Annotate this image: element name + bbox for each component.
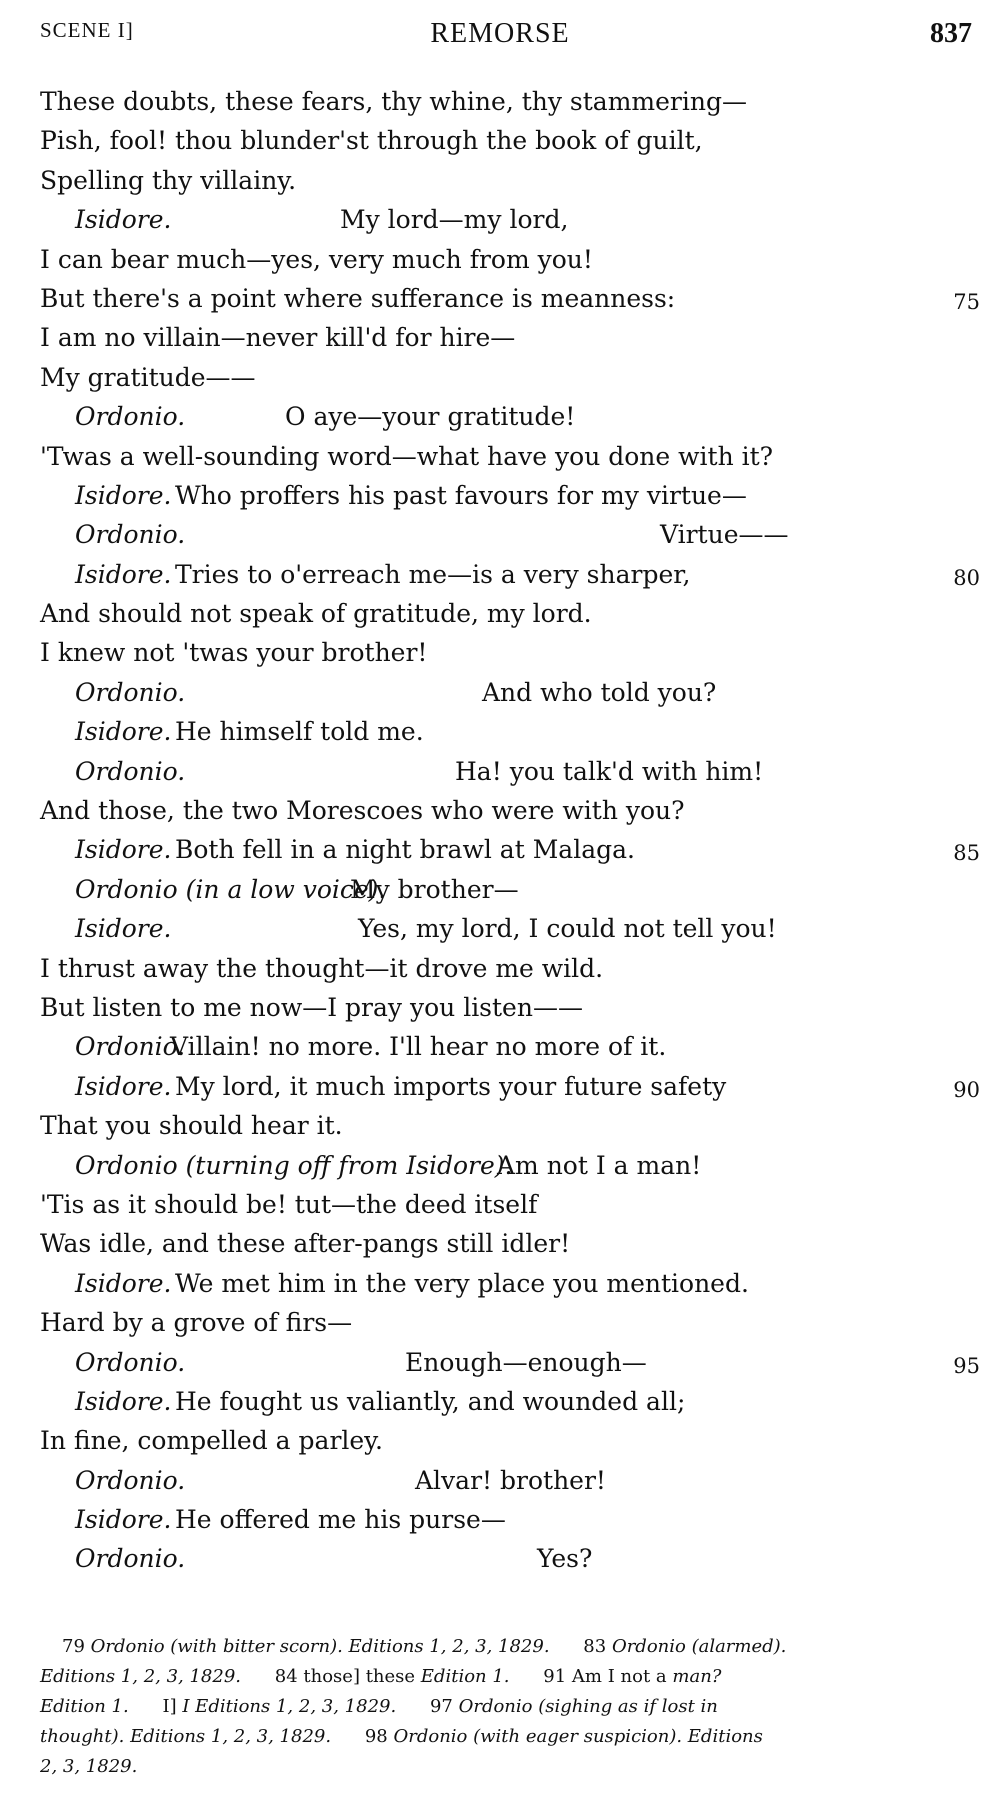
verse-line: [40, 240, 980, 279]
speaker-name: Ordonio.: [75, 677, 186, 707]
verse-line: [40, 1343, 980, 1382]
verse-body: [40, 82, 980, 1579]
stage-direction: (turning off from Isidore).: [185, 1150, 513, 1180]
line-text: Hard by a grove of firs—: [40, 1308, 353, 1338]
line-text: These doubts, these fears, thy whine, thy stammering—: [40, 87, 747, 116]
running-head-scene: SCENE I]: [40, 18, 134, 42]
speaker-name: Isidore.: [75, 1386, 172, 1416]
running-head-title: REMORSE: [430, 18, 570, 49]
speaker-name: Ordonio.: [75, 1347, 186, 1377]
footnote-text: Am I not a: [571, 1666, 667, 1687]
line-text: I am no villain—never kill'd for hire—: [40, 323, 516, 353]
line-text: Tries to o'erreach me—is a very sharper,: [175, 559, 691, 589]
line-text: Villain! no more. I'll hear no more of it.: [170, 1032, 667, 1062]
verse-line: [40, 1106, 980, 1145]
verse-line: [40, 555, 980, 594]
verse-line: [40, 1185, 980, 1224]
verse-line: [40, 1146, 980, 1185]
verse-line: [40, 1539, 980, 1578]
speaker-name: Isidore.: [75, 559, 172, 589]
line-text: My brother—: [350, 874, 519, 904]
line-text: Alvar! brother!: [415, 1465, 606, 1495]
line-text: Pish, fool! thou blunder'st through the book of guilt,: [40, 126, 703, 156]
footnote-number: 84: [274, 1666, 298, 1687]
speaker-name: Ordonio.: [75, 1544, 186, 1574]
verse-line: [40, 594, 980, 633]
footnote-number: 98: [364, 1726, 388, 1747]
speaker-name: Ordonio.: [75, 520, 186, 550]
verse-line: [40, 437, 980, 476]
speaker-name: Isidore.: [75, 480, 172, 510]
line-text: And who told you?: [482, 677, 717, 707]
line-text: In fine, compelled a parley.: [40, 1426, 383, 1456]
verse-line: [40, 988, 980, 1027]
speaker-name: Isidore.: [75, 205, 172, 235]
line-text: Both fell in a night brawl at Malaga.: [175, 835, 635, 865]
line-text: He fought us valiantly, and wounded all;: [175, 1386, 686, 1416]
speaker-name: Isidore.: [75, 835, 172, 865]
footnote-text: Editions 1, 2, 3, 1829.: [40, 1666, 242, 1687]
footnote-text: I]: [162, 1696, 177, 1717]
footnote-number: 79: [62, 1636, 85, 1657]
verse-line: [40, 318, 980, 357]
verse-line: [40, 712, 980, 751]
verse-line: [40, 791, 980, 830]
verse-line: [40, 633, 980, 672]
verse-line: [40, 1461, 980, 1500]
verse-line: [40, 870, 980, 909]
line-text: O aye—your gratitude!: [285, 402, 576, 432]
line-text: Was idle, and these after-pangs still idler!: [40, 1229, 571, 1259]
verse-line: [40, 200, 980, 239]
speaker-name: Ordonio: [75, 1150, 178, 1180]
speaker-name: Ordonio.: [75, 1465, 186, 1495]
line-text: Enough—enough—: [405, 1347, 647, 1377]
verse-line: [40, 1264, 980, 1303]
verse-line: [40, 358, 980, 397]
line-text: We met him in the very place you mentioned.: [175, 1268, 749, 1298]
line-text: I knew not 'twas your brother!: [40, 638, 428, 668]
verse-line: [40, 1421, 980, 1460]
line-number: 75: [953, 289, 980, 314]
footnote-text: Ordonio (with eager suspicion). Editions: [393, 1726, 763, 1747]
line-text: 'Twas a well-sounding word—what have you done with it?: [40, 441, 774, 471]
verse-line: [40, 121, 980, 160]
verse-line: [40, 279, 980, 318]
line-text: Virtue——: [660, 520, 789, 550]
stage-direction: (in a low voice).: [185, 874, 387, 904]
footnote-text: man?: [672, 1666, 722, 1687]
speaker-name: Ordonio: [75, 874, 178, 904]
line-text: Am not I a man!: [497, 1150, 702, 1180]
line-number: 95: [953, 1353, 980, 1378]
speaker-name: Isidore.: [75, 1268, 172, 1298]
line-text: But listen to me now—I pray you listen——: [40, 992, 583, 1022]
line-text: Yes?: [537, 1544, 593, 1574]
verse-line: [40, 161, 980, 200]
line-text: 'Tis as it should be! tut—the deed itself: [40, 1189, 538, 1219]
verse-line: [40, 397, 980, 436]
speaker-name: Ordonio.: [75, 756, 186, 786]
verse-line: [40, 1224, 980, 1263]
line-text: But there's a point where sufferance is meanness:: [40, 283, 676, 313]
footnote-number: 97: [429, 1696, 453, 1717]
line-text: My gratitude——: [40, 362, 256, 392]
footnote-text: 2, 3, 1829.: [40, 1756, 138, 1777]
verse-line: [40, 476, 980, 515]
verse-line: [40, 949, 980, 988]
speaker-name: Ordonio.: [75, 402, 186, 432]
footnotes: [40, 1632, 970, 1782]
line-text: He offered me his purse—: [175, 1505, 506, 1535]
line-text: That you should hear it.: [40, 1111, 343, 1141]
line-number: 90: [953, 1077, 980, 1102]
speaker-name: Isidore.: [75, 717, 172, 747]
footnote-text: I Editions 1, 2, 3, 1829.: [182, 1696, 397, 1717]
footnote-text: Ordonio (with bitter scorn). Editions 1, 2, 3, 1829.: [90, 1636, 550, 1657]
footnote-text: Edition 1.: [40, 1696, 129, 1717]
line-text: I thrust away the thought—it drove me wild.: [40, 953, 604, 983]
speaker-name: Isidore.: [75, 1505, 172, 1535]
line-text: Spelling thy villainy.: [40, 165, 297, 195]
speaker-name: Ordonio.: [75, 1032, 186, 1062]
verse-line: [40, 1303, 980, 1342]
line-number: 85: [953, 841, 980, 866]
speaker-name: Isidore.: [75, 914, 172, 944]
line-text: My lord—my lord,: [340, 205, 569, 235]
line-text: My lord, it much imports your future safety: [175, 1071, 727, 1101]
line-text: I can bear much—yes, very much from you!: [40, 244, 593, 274]
line-text: He himself told me.: [175, 717, 424, 747]
verse-line: [40, 1027, 980, 1066]
line-text: Who proffers his past favours for my virtue—: [175, 480, 747, 510]
line-text: And those, the two Morescoes who were with you?: [40, 796, 685, 826]
verse-line: [40, 1067, 980, 1106]
footnote-text: those] these: [303, 1666, 416, 1687]
footnote-number: 91: [543, 1666, 567, 1687]
footnote-text: Ordonio (alarmed).: [611, 1636, 787, 1657]
verse-line: [40, 515, 980, 554]
verse-line: [40, 1382, 980, 1421]
verse-line: [40, 909, 980, 948]
verse-line: [40, 752, 980, 791]
verse-line: [40, 82, 980, 121]
footnote-text: Ordonio (sighing as if lost in: [458, 1696, 718, 1717]
line-number: 80: [953, 565, 980, 590]
footnote-text: Edition 1.: [420, 1666, 510, 1687]
footnote-number: 83: [583, 1636, 607, 1657]
line-text: Yes, my lord, I could not tell you!: [358, 914, 777, 944]
speaker-name: Isidore.: [75, 1071, 172, 1101]
verse-line: [40, 1500, 980, 1539]
verse-line: [40, 830, 980, 869]
page-number: 837: [930, 18, 972, 49]
footnote-text: thought). Editions 1, 2, 3, 1829.: [40, 1726, 332, 1747]
line-text: And should not speak of gratitude, my lord.: [40, 599, 592, 629]
line-text: Ha! you talk'd with him!: [455, 756, 764, 786]
verse-line: [40, 673, 980, 712]
